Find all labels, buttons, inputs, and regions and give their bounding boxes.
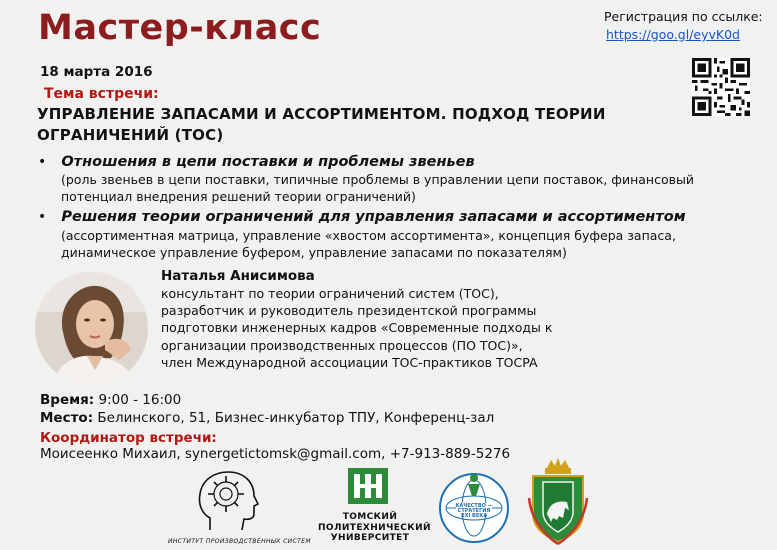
quality-caption: КАЧЕСТВО — СТРАТЕГИЯ XXI ВЕКА (455, 503, 493, 519)
event-place (40, 410, 494, 426)
speaker-bio-line: консультант по теории ограничений систем (ТОС), (161, 286, 499, 301)
description-line: (ассортиментная матрица, управление «хвостом ассортимента», концепция буфера запаса, (61, 228, 676, 243)
event-time (40, 392, 181, 408)
tomsk-region-coat-of-arms (525, 458, 591, 546)
page-title: Мастер-класс (38, 8, 322, 48)
tpu-name-line: ПОЛИТЕХНИЧЕСКИЙ (318, 522, 431, 533)
time-label: Время: (40, 392, 95, 408)
agenda-item-title: Решения теории ограничений для управления запасами и ассортиментом (61, 209, 686, 225)
tpu-name (318, 512, 431, 544)
speaker-name: Наталья Анисимова (161, 268, 315, 284)
speaker-photo (35, 272, 148, 385)
speaker-bio-line: подготовки инженерных кадров «Современные подходы к (161, 320, 553, 336)
tpu-name-line: УНИВЕРСИТЕТ (330, 533, 410, 543)
agenda-item-title: Отношения в цепи поставки и проблемы звеньев (61, 154, 475, 170)
registration-label: Регистрация по ссылке: (604, 9, 763, 24)
topic-label: Тема встречи: (44, 86, 159, 102)
coordinator-label: Координатор встречи: (40, 430, 217, 446)
ips-caption: ИНСТИТУТ ПРОИЗВОДСТВЕННЫХ СИСТЕМ (168, 538, 311, 545)
description-line: потенциал внедрения решений теории ограничений) (61, 189, 416, 204)
coordinator-contacts: Моисеенко Михаил, synergetictomsk@gmail.com, +7-913-889-5276 (40, 446, 511, 462)
speaker-bio-line: разработчик и руководитель президентской программы (161, 303, 537, 319)
topic-heading: УПРАВЛЕНИЕ ЗАПАСАМИ И АССОРТИМЕНТОМ. ПОДХОД ТЕОРИИ ОГРАНИЧЕНИЙ (TOC) (37, 105, 606, 144)
registration-link[interactable]: https://goo.gl/eyvK0d (606, 27, 740, 42)
tpu-name-line: ТОМСКИЙ (342, 512, 398, 522)
place-label: Место: (40, 410, 94, 426)
head-profile-icon (168, 466, 288, 534)
description-line: (роль звеньев в цепи поставки, типичные проблемы в управлении цепи поставок, финансовый (61, 172, 694, 187)
ips-logo (168, 466, 311, 546)
qr-code-icon (692, 58, 750, 116)
event-date: 18 марта 2016 (40, 64, 153, 80)
coat-of-arms-icon (525, 458, 591, 546)
tpu-emblem-icon (318, 466, 422, 506)
speaker-bio-line: член Международной ассоциации ТОС-практиков TOCPA (161, 354, 538, 370)
agenda-item-description (61, 171, 761, 205)
bullet-marker: • (38, 154, 47, 170)
tpu-logo (318, 466, 431, 546)
agenda-item (38, 151, 475, 170)
speaker-bio-line: организации производственных процессов (ПО ТОС)», (161, 337, 523, 353)
time-value: 9:00 - 16:00 (94, 392, 182, 408)
description-line: динамическое управление буфером, управление запасами по показателям) (61, 245, 567, 260)
quality-logo (434, 468, 514, 546)
agenda-item (38, 206, 686, 225)
bullet-marker: • (38, 209, 47, 225)
speaker-bio (161, 285, 561, 371)
agenda-item-description (61, 227, 761, 261)
place-value: Белинского, 51, Бизнес-инкубатор ТПУ, Конференц-зал (93, 410, 495, 426)
